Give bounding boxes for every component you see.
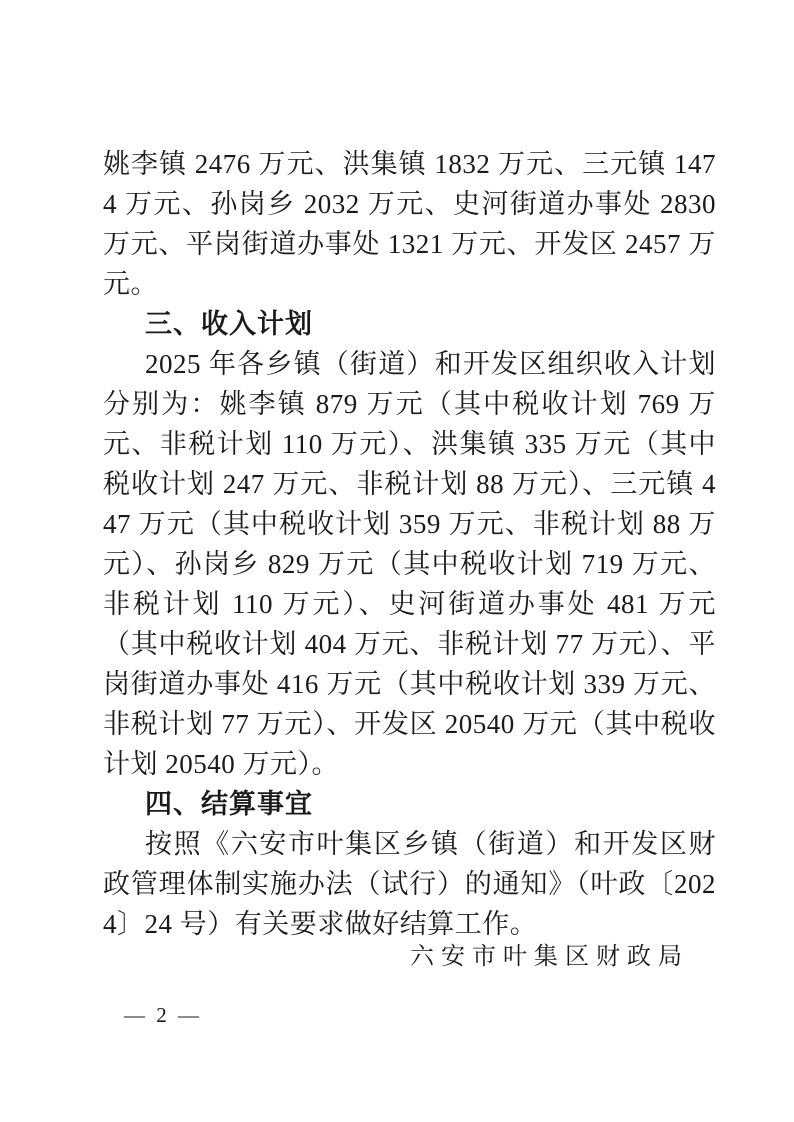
page-number: — 2 — [124, 1003, 202, 1027]
issuer-signature: 六安市叶集区财政局 [410, 944, 689, 970]
section-heading-income-plan: 三、收入计划 [145, 309, 313, 339]
paragraph-settlement: 按照《六安市叶集区乡镇（街道）和开发区财政管理体制实施办法（试行）的通知》（叶政〔2024〕24 号）有关要求做好结算工作。 [103, 829, 716, 939]
paragraph-allocation-continued: 姚李镇 2476 万元、洪集镇 1832 万元、三元镇 1474 万元、孙岗乡 2032 万元、史河街道办事处 2830 万元、平岗街道办事处 1321 万元、开发区 2457 万元。 [103, 149, 716, 299]
section-heading-settlement: 四、结算事宜 [145, 789, 313, 819]
paragraph-income-plan: 2025 年各乡镇（街道）和开发区组织收入计划分别为：姚李镇 879 万元（其中税收计划 769 万元、非税计划 110 万元）、洪集镇 335 万元（其中税收计划 247 万元、非税计划 88 万元）、三元镇 447 万元（其中税收计划 359 万元、非税计划 88 万元）、孙岗乡 829 万元（其中税收计划 719 万元、非税计划 110 万元）、史河街道办事处 481 万元（其中税收计划 404 万元、非税计划 77 万元）、平岗街道办事处 416 万元（其中税收计划 339 万元、非税计划 77 万元）、开发区 20540 万元（其中税收计划 20540 万元）。 [103, 349, 716, 779]
document-body [103, 144, 716, 944]
